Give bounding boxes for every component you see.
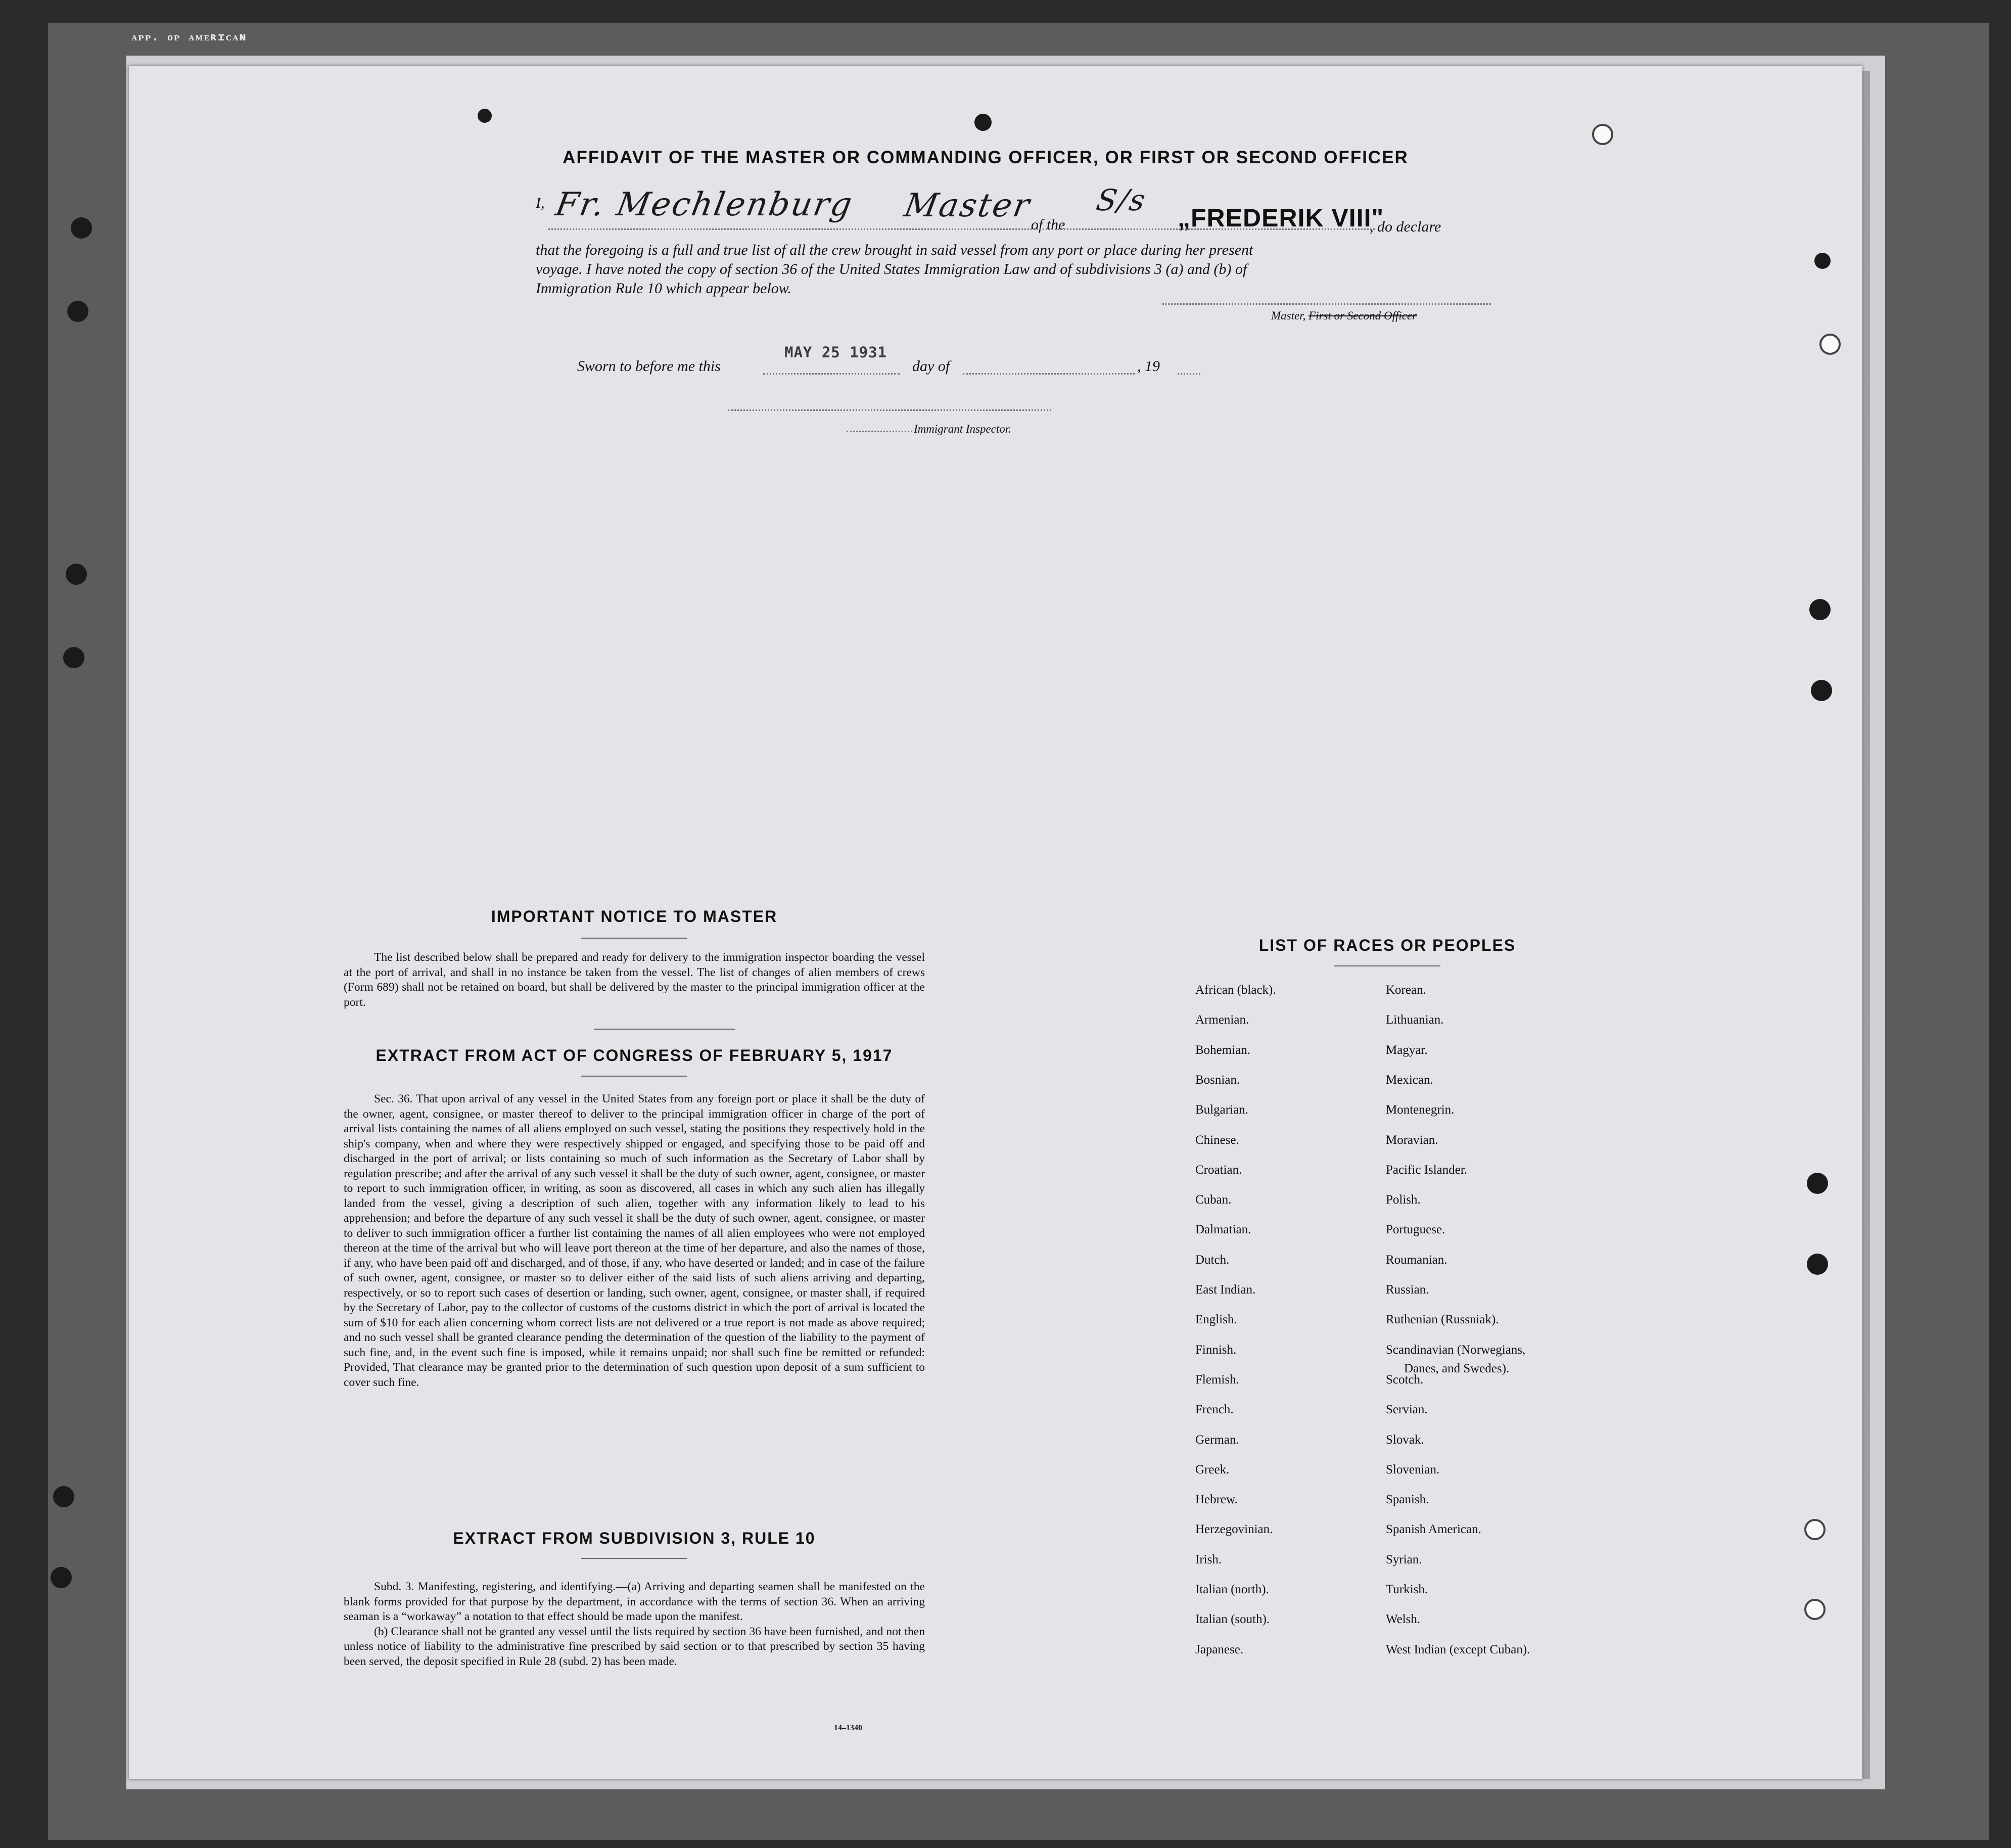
month-line — [963, 373, 1135, 375]
race-item: Portuguese. — [1386, 1223, 1445, 1237]
binder-hole-icon — [1811, 680, 1832, 701]
races-rule — [1334, 965, 1440, 966]
race-item: Cuban. — [1195, 1193, 1232, 1207]
race-item: Scotch. — [1386, 1372, 1424, 1387]
subdivision-b-paragraph: (b) Clearance shall not be granted any vessel until the lists required by section 36 have been furnished, and not then unless notice of liability to the administrative fine prescribed by said section or to that prescribed by section 35 having been served, the deposit specified in Rule 28 (subd. 2) has been made. — [344, 1625, 925, 1668]
signer-role-handwritten: Master — [901, 187, 1034, 224]
race-item: Armenian. — [1195, 1013, 1249, 1027]
of-the-label: of the — [1031, 216, 1065, 233]
race-item: Finnish. — [1195, 1343, 1237, 1357]
extract-rule-text-block — [344, 1580, 925, 1669]
affidavit-body-line-1: that the foregoing is a full and true list of all the crew brought in said vessel from any port or place during her present — [536, 242, 1253, 258]
affidavit-title: AFFIDAVIT OF THE MASTER OR COMMANDING OFFICER, OR FIRST OR SECOND OFFICER — [563, 148, 1409, 167]
form-number: 14–1340 — [834, 1724, 862, 1732]
race-item: Hebrew. — [1195, 1493, 1238, 1507]
race-item-continuation: Danes, and Swedes). — [1404, 1362, 1510, 1375]
race-item: Lithuanian. — [1386, 1013, 1444, 1027]
signer-line — [548, 228, 1375, 230]
race-item: English. — [1195, 1313, 1237, 1327]
notice-title: IMPORTANT NOTICE TO MASTER — [491, 907, 778, 926]
binder-hole-icon — [1807, 1254, 1828, 1275]
race-item: Moravian. — [1386, 1133, 1438, 1147]
inspector-signature-line — [728, 409, 1051, 411]
race-item: Dalmatian. — [1195, 1223, 1251, 1237]
year-prefix-label: , 19 — [1137, 358, 1160, 375]
affidavit-body-line-3: Immigration Rule 10 which appear below. — [536, 280, 792, 297]
affidavit-body-line-2: voyage. I have noted the copy of section 36 of the United States Immigration Law and of subdivisions 3 (a) and (b) of — [536, 261, 1247, 278]
race-item: Dutch. — [1195, 1253, 1230, 1267]
notice-separator — [594, 1029, 735, 1030]
race-item: East Indian. — [1195, 1283, 1256, 1297]
binder-hole-icon — [66, 564, 87, 585]
binder-hole-icon — [974, 114, 992, 131]
extract-rule-rule — [581, 1558, 687, 1559]
race-item: Bosnian. — [1195, 1073, 1240, 1087]
extract-act-rule — [581, 1076, 687, 1077]
binder-hole-icon — [63, 647, 84, 668]
race-item: Japanese. — [1195, 1642, 1244, 1656]
binder-hole-icon — [51, 1567, 72, 1588]
binder-hole-icon — [1814, 253, 1831, 269]
races-title: LIST OF RACES OR PEOPLES — [1258, 936, 1516, 954]
race-item: Italian (north). — [1195, 1583, 1269, 1596]
subdivision-a-paragraph: Subd. 3. Manifesting, registering, and identifying.—(a) Arriving and departing seamen shall be manifested on the blank forms provided for that purpose by the department, in accordance with the terms of section 36. When an arriving seaman is a “workaway” a notation to that effect should be made upon the manifest. — [344, 1580, 925, 1623]
sworn-label: Sworn to before me this — [577, 358, 721, 375]
notice-text-block — [344, 950, 925, 1010]
binder-hole-icon — [1804, 1519, 1826, 1540]
inspector-label: Immigrant Inspector. — [914, 423, 1011, 435]
affidavit-prefix: I, — [536, 195, 545, 211]
race-item: Scandinavian (Norwegians, — [1386, 1343, 1526, 1357]
race-item: Flemish. — [1195, 1372, 1239, 1387]
race-item: Spanish. — [1386, 1493, 1429, 1507]
race-item: German. — [1195, 1433, 1239, 1447]
vessel-prefix-handwritten: S/s — [1094, 183, 1150, 217]
race-item: African (black). — [1195, 983, 1276, 997]
race-item: Bulgarian. — [1195, 1103, 1248, 1117]
race-item: French. — [1195, 1403, 1234, 1417]
binder-hole-icon — [53, 1486, 74, 1507]
race-item: Magyar. — [1386, 1043, 1428, 1057]
extract-act-title: EXTRACT FROM ACT OF CONGRESS OF FEBRUARY 5, 1917 — [376, 1046, 893, 1065]
notice-paragraph: The list described below shall be prepared and ready for delivery to the immigration inspector boarding the vessel at the port of arrival, and shall in no instance be taken from the vessel. The list of changes of alien members of crews (Form 689) shall not be retained on board, but shall be delivered by the master to the principal immigration officer at the port. — [344, 951, 925, 1009]
race-item: Servian. — [1386, 1403, 1428, 1417]
race-item: Roumanian. — [1386, 1253, 1447, 1267]
binder-hole-icon — [1804, 1599, 1826, 1620]
race-item: Bohemian. — [1195, 1043, 1251, 1057]
section-36-paragraph: Sec. 36. That upon arrival of any vessel in the United States from any foreign port or place it shall be the duty of the owner, agent, consignee, or master thereof to deliver to the principal immigration officer in charge of the port of arrival lists containing the names of all aliens employed on such vessel, stating the positions they respectively hold in the ship's company, when and where they were respectively shipped or engaged, and specifying those to be paid off and discharged in the port of arrival; or lists containing so much of such information as the Secretary of Labor shall by regulation prescribe; and after the arrival of any such vessel it shall be the duty of such owner, agent, consignee, or master to report to such immigration officer, in writing, as soon as discovered, all cases in which any such alien has illegally landed from the vessel, giving a description of such alien, together with any information likely to lead to his apprehension; and before the departure of any such vessel it shall be the duty of such owner, agent, consignee, or master to deliver to such immigration officer a further list containing the names of all alien employees who were not employed thereon at the time of the arrival but who will leave port thereon at the time of her departure, and also the names of those, if any, who have been paid off and discharged, and of those, if any, who have deserted or landed; and in case of the failure of such owner, agent, consignee, or master so to deliver either of the said lists of such aliens arriving and departing, respectively, or so to report such cases of desertion or landing, such owner, agent, consignee, or master shall, if required by the Secretary of Labor, pay to the collector of customs of the customs district in which the port of arrival is located the sum of $10 for each alien concerning whom correct lists are not delivered or a true report is not made as above required; and no such vessel shall be granted clearance pending the determination of the question of the liability to the payment of such fine, and, in the event such fine is imposed, while it remains unpaid; nor shall such fine be remitted or refunded: Provided, That clearance may be granted prior to the determination of such question upon deposit of a sum sufficient to cover such fine. — [344, 1092, 925, 1389]
extract-rule-title: EXTRACT FROM SUBDIVISION 3, RULE 10 — [453, 1529, 816, 1547]
race-item: Pacific Islander. — [1386, 1163, 1468, 1177]
binder-hole-icon — [71, 217, 92, 239]
race-item: Greek. — [1195, 1462, 1230, 1476]
race-item: Polish. — [1386, 1193, 1421, 1207]
race-item: Korean. — [1386, 983, 1426, 997]
day-of-label: day of — [912, 358, 950, 375]
master-signature-line — [1162, 303, 1491, 305]
race-item: Croatian. — [1195, 1163, 1242, 1177]
race-item: Spanish American. — [1386, 1522, 1481, 1537]
race-item: Irish. — [1195, 1552, 1222, 1566]
race-item: Montenegrin. — [1386, 1103, 1455, 1117]
extract-act-text-block — [344, 1092, 925, 1390]
binder-hole-icon — [1807, 1173, 1828, 1194]
signer-name-handwritten: Fr. Mechlenburg — [552, 186, 856, 223]
corner-label: ᴀᴘᴘ. ᴏᴘ ᴀᴍᴇʀɪᴄᴀɴ — [131, 31, 247, 43]
master-signature-label — [1271, 309, 1417, 322]
race-item: Mexican. — [1386, 1073, 1433, 1087]
race-item: Turkish. — [1386, 1583, 1428, 1596]
race-item: West Indian (except Cuban). — [1386, 1642, 1530, 1656]
race-item: Syrian. — [1386, 1552, 1422, 1566]
race-item: Ruthenian (Russniak). — [1386, 1313, 1499, 1327]
binder-hole-icon — [67, 301, 88, 322]
race-item: Welsh. — [1386, 1612, 1421, 1627]
race-item: Russian. — [1386, 1283, 1429, 1297]
struck-officer-label: First or Second Officer — [1308, 309, 1417, 322]
race-item: Slovak. — [1386, 1433, 1424, 1447]
binder-hole-icon — [478, 109, 492, 123]
vessel-name-stamp: „FREDERIK VIII" — [1178, 204, 1384, 232]
master-label: Master, — [1271, 309, 1306, 322]
race-item: Italian (south). — [1195, 1612, 1270, 1627]
binder-hole-icon — [1592, 124, 1613, 145]
date-stamp: MAY 25 1931 — [784, 344, 887, 361]
notice-rule — [581, 938, 687, 939]
year-line — [1178, 373, 1200, 375]
sworn-date-line — [763, 373, 900, 375]
race-item: Herzegovinian. — [1195, 1522, 1273, 1537]
binder-hole-icon — [1809, 599, 1831, 620]
do-declare-label: , do declare — [1370, 218, 1441, 235]
race-item: Slovenian. — [1386, 1462, 1440, 1476]
race-item: Chinese. — [1195, 1133, 1239, 1147]
binder-hole-icon — [1819, 334, 1841, 355]
inspector-lead-line — [847, 431, 912, 432]
